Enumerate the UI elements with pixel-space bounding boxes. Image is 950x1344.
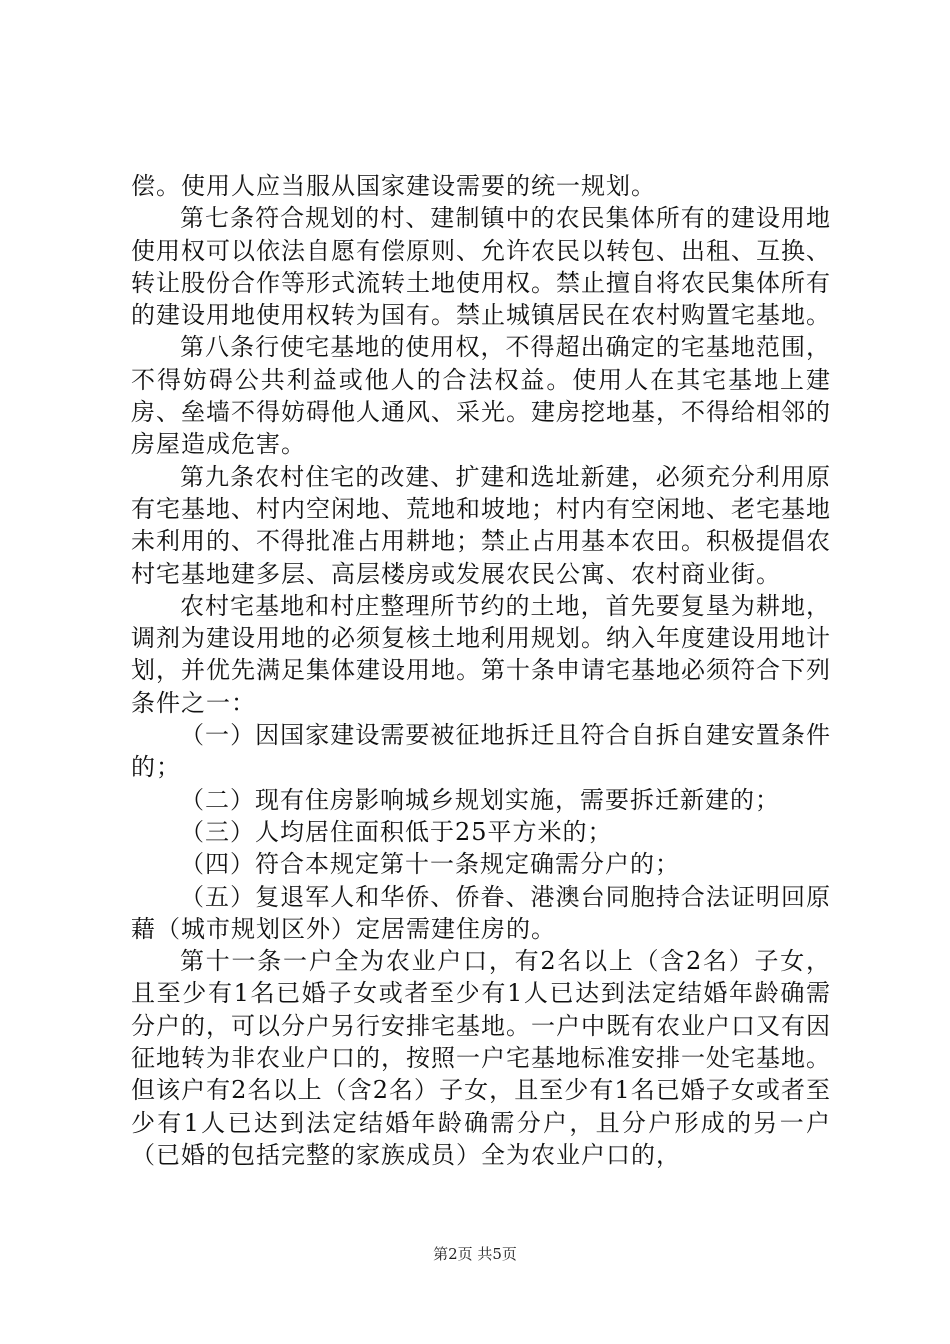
document-body (131, 170, 831, 1171)
paragraph-article-9: 第九条农村住宅的改建、扩建和选址新建，必须充分利用原有宅基地、村内空闲地、荒地和坡地；村内有空闲地、老宅基地未利用的、不得批准占用耕地；禁止占用基本农田。积极提倡农村宅基地建多层、高层楼房或发展农民公寓、农村商业街。 (131, 462, 831, 588)
page-number-footer: 第2页 共5页 (433, 1245, 517, 1263)
paragraph-continuation: 偿。使用人应当服从国家建设需要的统一规划。 (131, 172, 656, 200)
paragraph-land-saving: 农村宅基地和村庄整理所节约的土地，首先要复垦为耕地，调剂为建设用地的必须复核土地利用规划。纳入年度建设用地计划，并优先满足集体建设用地。第十条申请宅基地必须符合下列条件之一： (131, 591, 831, 717)
list-item-condition-3: （三）人均居住面积低于25平方米的； (180, 817, 613, 846)
list-item-condition-4: （四）符合本规定第十一条规定确需分户的； (180, 850, 680, 879)
list-item-condition-5: （五）复退军人和华侨、侨眷、港澳台同胞持合法证明回原藉（城市规划区外）定居需建住房的。 (131, 882, 831, 943)
list-item-condition-1: （一）因国家建设需要被征地拆迁且符合自拆自建安置条件的； (131, 721, 831, 782)
list-item-condition-2: （二）现有住房影响城乡规划实施，需要拆迁新建的； (180, 785, 780, 814)
paragraph-article-8: 第八条行使宅基地的使用权，不得超出确定的宅基地范围，不得妨碍公共利益或他人的合法权益。使用人在其宅基地上建房、垒墙不得妨碍他人通风、采光。建房挖地基，不得给相邻的房屋造成危害。 (131, 333, 831, 459)
paragraph-article-11: 第十一条一户全为农业户口，有2名以上（含2名）子女，且至少有1名已婚子女或者至少有1人已达到法定结婚年龄确需分户的，可以分户另行安排宅基地。一户中既有农业户口又有因征地转为非农业户口的，按照一户宅基地标准安排一处宅基地。但该户有2名以上（含2名）子女，且至少有1名已婚子女或者至少有1人已达到法定结婚年龄确需分户，且分户形成的另一户（已婚的包括完整的家族成员）全为农业户口的， (131, 947, 831, 1169)
paragraph-article-7: 第七条符合规划的村、建制镇中的农民集体所有的建设用地使用权可以依法自愿有偿原则、允许农民以转包、出租、互换、转让股份合作等形式流转土地使用权。禁止擅自将农民集体所有的建设用地使用权转为国有。禁止城镇居民在农村购置宅基地。 (131, 204, 831, 330)
